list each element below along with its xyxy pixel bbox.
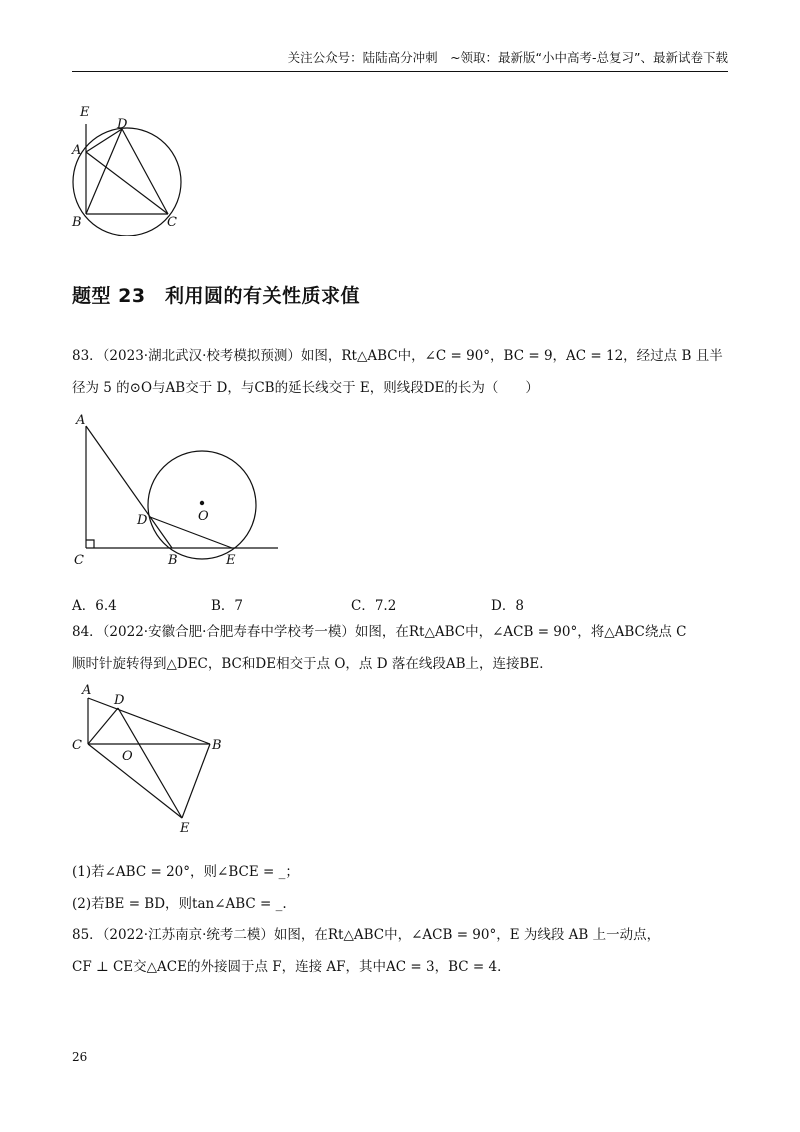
label-C: C bbox=[74, 553, 84, 568]
q85-line2: CF ⊥ CE交△ACE的外接圆于点 F，连接 AF，其中AC = 3，BC = 4． bbox=[72, 959, 511, 975]
q83-option-a[interactable]: A．6.4 bbox=[72, 598, 117, 614]
line-AB bbox=[88, 698, 210, 744]
label-A: A bbox=[76, 413, 86, 428]
q83-line1: 83．（2023·湖北武汉·校考模拟预测）如图，Rt△ABC中，∠C = 90°，BC = 9，AC = 12，经过点 B 且半 bbox=[72, 348, 723, 364]
q85-line1: 85．（2022·江苏南京·统考二模）如图，在Rt△ABC中，∠ACB = 90°，E 为线段 AB 上一动点， bbox=[72, 927, 661, 943]
page-number: 26 bbox=[72, 1050, 88, 1064]
line-DE bbox=[150, 517, 232, 548]
figure-circle-inscribed-triangle bbox=[66, 96, 196, 236]
q84-line1: 84．（2022·安徽合肥·合肥寿春中学校考一模）如图，在Rt△ABC中，∠ACB = 90°，将△ABC绕点 C bbox=[72, 624, 687, 640]
label-A: A bbox=[72, 143, 82, 158]
line-DC bbox=[122, 129, 168, 214]
q84-part2: (2)若BE = BD，则tan∠ABC = _. bbox=[72, 896, 287, 912]
line-CE bbox=[88, 744, 182, 818]
line-AC bbox=[86, 152, 168, 214]
figure-q83 bbox=[66, 406, 286, 572]
label-O: O bbox=[122, 749, 133, 764]
line-CD bbox=[88, 708, 118, 744]
label-B: B bbox=[212, 738, 222, 753]
right-angle-mark bbox=[86, 540, 94, 548]
q83-option-d[interactable]: D．8 bbox=[491, 598, 524, 614]
label-E: E bbox=[226, 553, 236, 568]
center-dot-O bbox=[200, 501, 204, 505]
q84-line2: 顺时针旋转得到△DEC，BC和DE相交于点 O，点 D 落在线段AB上，连接BE． bbox=[72, 656, 553, 672]
page-header: 关注公众号：陆陆高分冲刺 ~领取：最新版“小中高考-总复习”、最新试卷下载 bbox=[287, 50, 728, 65]
label-B: B bbox=[168, 553, 178, 568]
section-title: 题型 23 利用圆的有关性质求值 bbox=[72, 285, 361, 307]
label-E: E bbox=[180, 821, 190, 836]
label-D: D bbox=[117, 117, 128, 132]
q84-part1: (1)若∠ABC = 20°，则∠BCE = _； bbox=[72, 864, 299, 880]
q83-line2: 径为 5 的⊙O与AB交于 D，与CB的延长线交于 E，则线段DE的长为（ ） bbox=[72, 380, 539, 396]
header-divider bbox=[72, 71, 728, 72]
q83-option-c[interactable]: C．7.2 bbox=[351, 598, 397, 614]
label-O: O bbox=[198, 509, 209, 524]
line-AB bbox=[86, 426, 172, 548]
label-C: C bbox=[72, 738, 82, 753]
label-D: D bbox=[137, 513, 148, 528]
label-D: D bbox=[114, 693, 125, 708]
label-B: B bbox=[72, 215, 82, 230]
figure-q84 bbox=[66, 680, 236, 840]
circle bbox=[73, 128, 181, 236]
label-E: E bbox=[80, 105, 90, 120]
line-BE bbox=[182, 744, 210, 818]
label-C: C bbox=[167, 215, 177, 230]
label-A: A bbox=[82, 683, 92, 698]
q83-option-b[interactable]: B．7 bbox=[211, 598, 244, 614]
